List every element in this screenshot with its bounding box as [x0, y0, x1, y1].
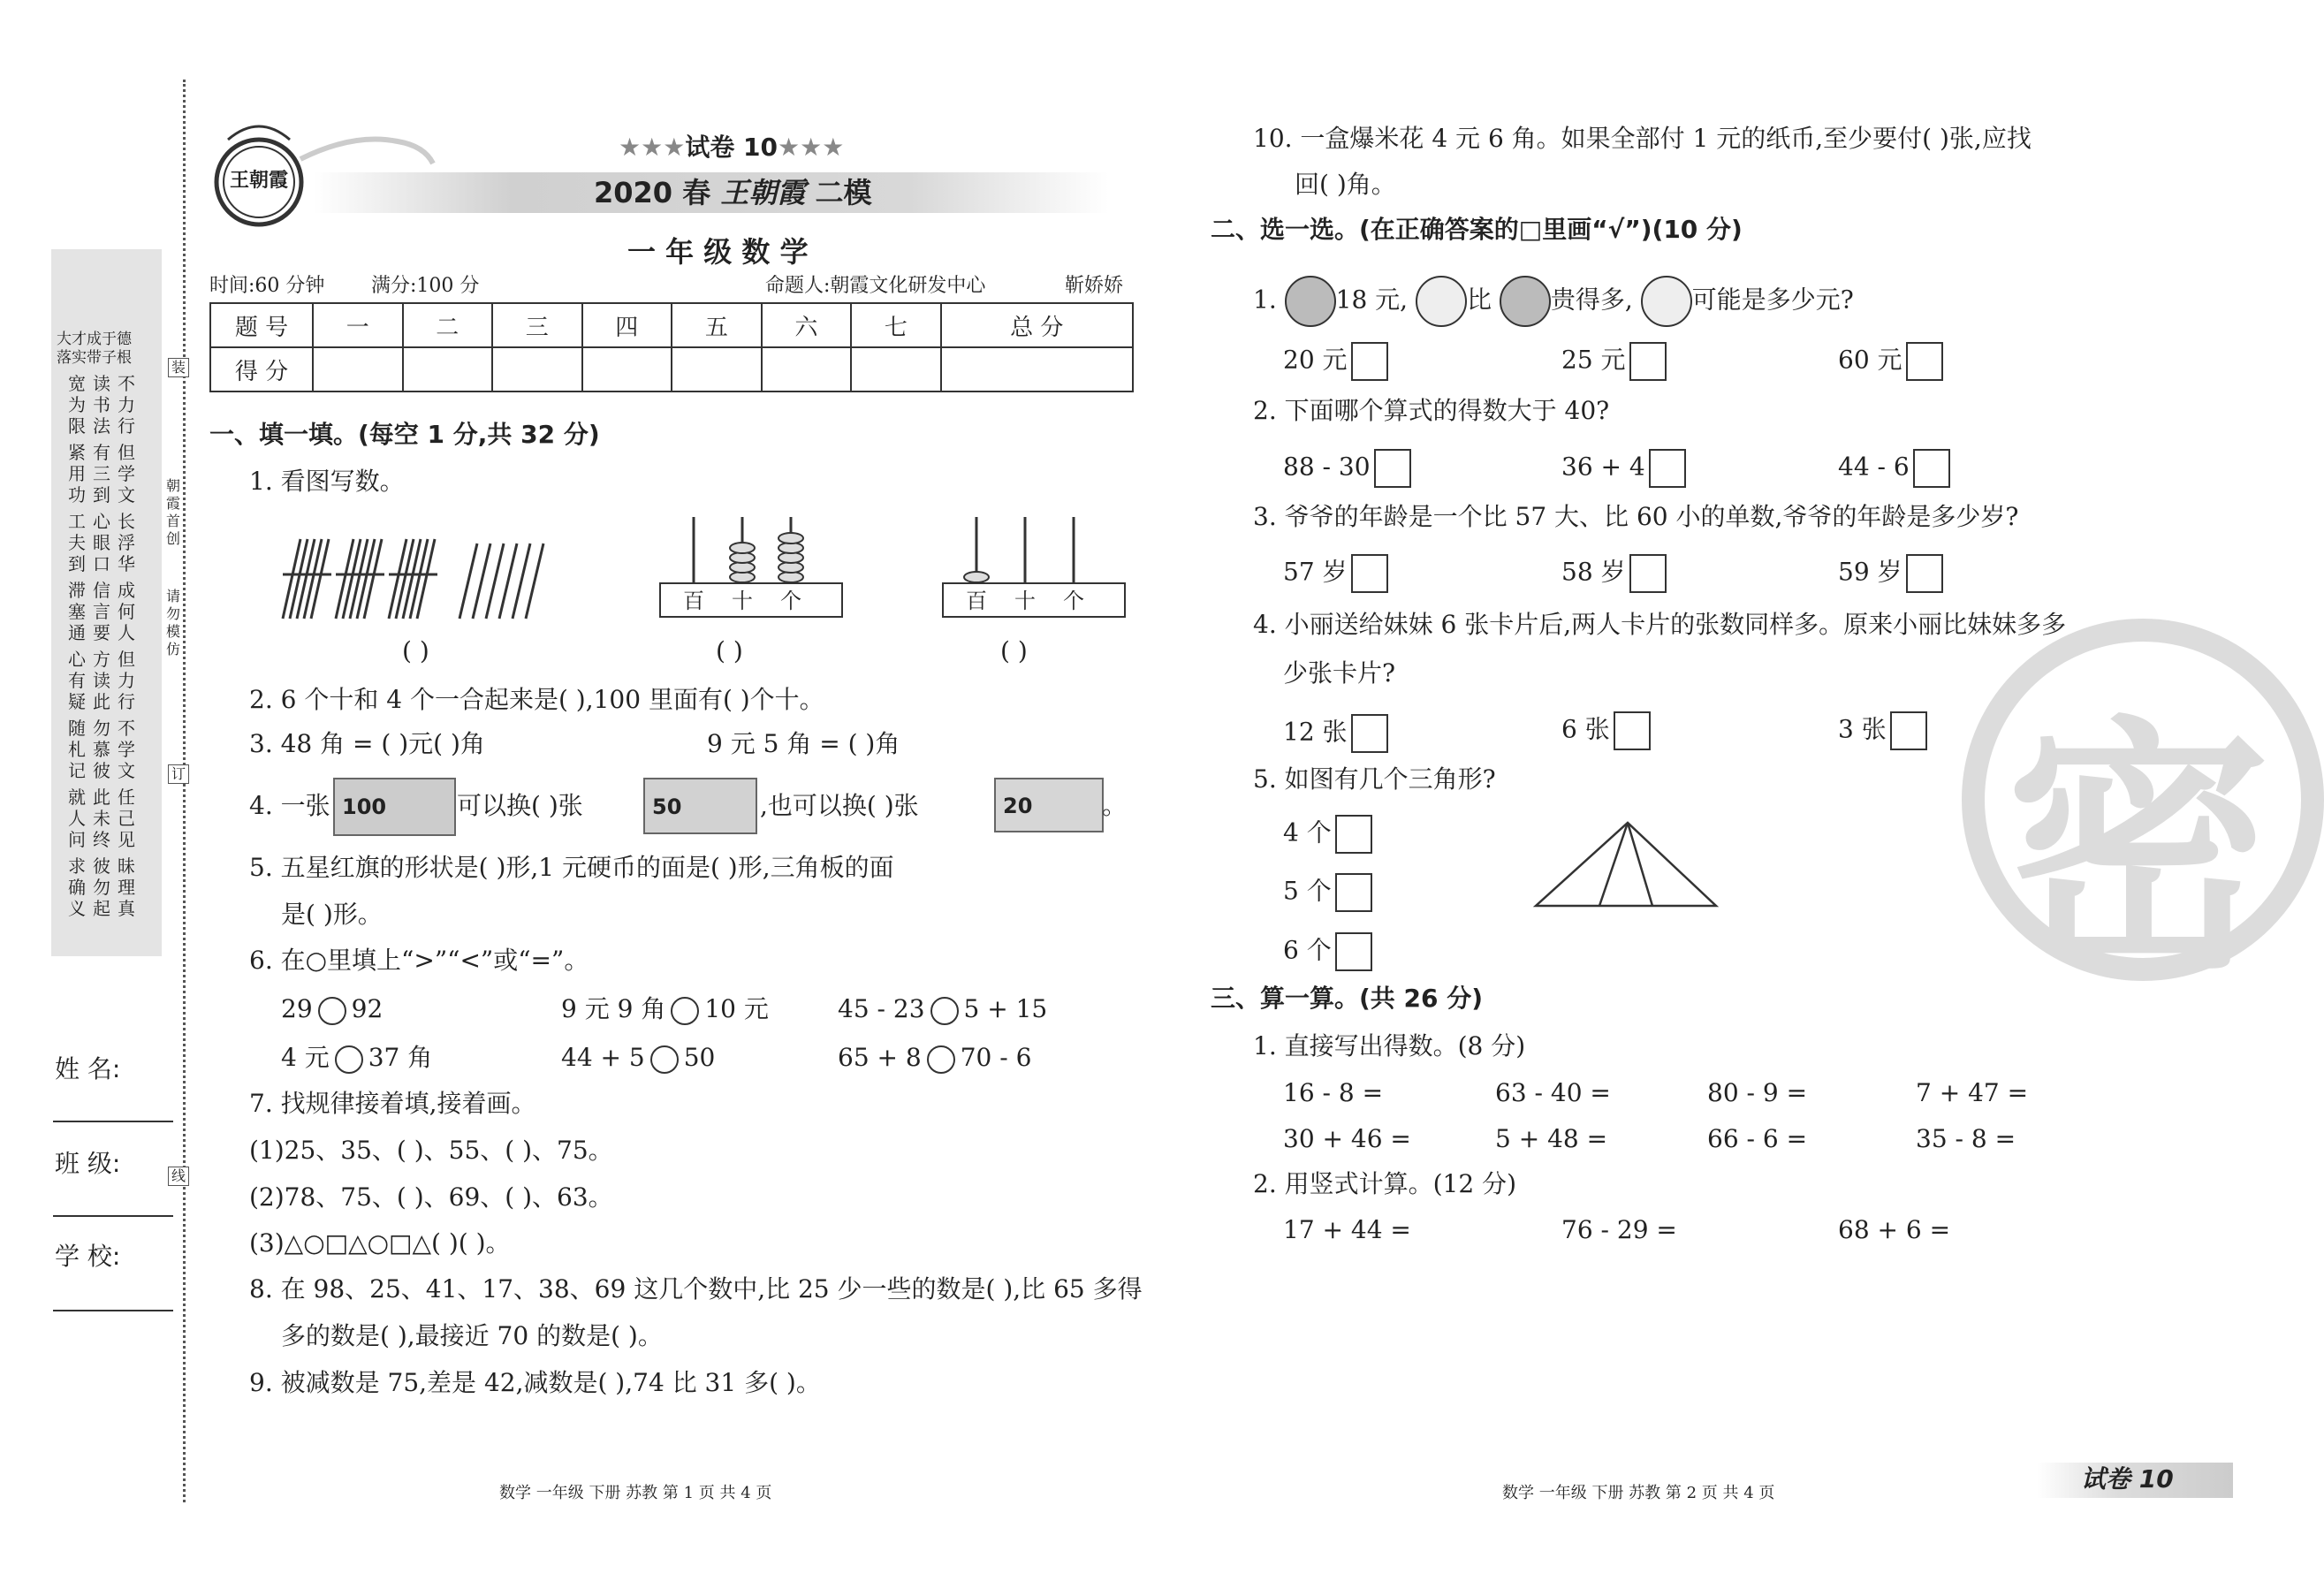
s3q1-item: 5 + 48 = [1495, 1124, 1608, 1153]
compare-circle[interactable] [318, 997, 346, 1025]
banknote-100 [333, 778, 456, 836]
q1-text: 1. 看图写数。 [249, 467, 405, 496]
s2q2-option: 36 + 4 [1561, 449, 1686, 488]
answer-checkbox[interactable] [1351, 714, 1388, 753]
q3-text-a: 3. 48 角 = ( )元( )角 [249, 729, 485, 758]
s2q2-option: 88 - 30 [1283, 449, 1411, 488]
q5-text-b: 是( )形。 [281, 900, 383, 929]
motto-column: 工夫到 [68, 511, 86, 574]
score-cell: 五 [672, 303, 762, 347]
abacus-2-label-hundreds: 百 [966, 589, 987, 613]
cut-label-zhuang: 装 [168, 358, 189, 377]
cut-label-xian: 线 [168, 1167, 189, 1186]
s2q3-option: 58 岁 [1561, 554, 1667, 593]
q7-1-text: (1)25、35、( )、55、( )、75。 [249, 1136, 613, 1165]
s2q3-option: 57 岁 [1283, 554, 1388, 593]
q10-text-b: 回( )角。 [1295, 170, 1396, 199]
class-line[interactable] [53, 1215, 173, 1217]
answer-checkbox[interactable] [1335, 873, 1372, 912]
q6-item: 9 元 9 角 10 元 [561, 994, 769, 1023]
section2-heading: 二、选一选。(在正确答案的□里画“√”)(10 分) [1211, 215, 1743, 244]
answer-checkbox[interactable] [1629, 554, 1667, 593]
answer-checkbox[interactable] [1649, 449, 1686, 488]
answer-checkbox[interactable] [1614, 711, 1651, 750]
s3q1-item: 16 - 8 = [1283, 1078, 1384, 1107]
score-input-cell[interactable] [762, 347, 852, 391]
answer-checkbox[interactable] [1913, 449, 1950, 488]
s3q1-item: 7 + 47 = [1916, 1078, 2029, 1107]
s3q2-text: 2. 用竖式计算。(12 分) [1253, 1169, 1516, 1198]
exam-author: 命题人:朝霞文化研发中心 [765, 275, 986, 297]
answer-checkbox[interactable] [1374, 449, 1411, 488]
motto-column: 彼勿起 [93, 855, 110, 919]
motto-column: 不力行 [118, 373, 135, 437]
score-input-cell[interactable] [403, 347, 493, 391]
s3q1-item: 66 - 6 = [1707, 1124, 1808, 1153]
q7-text: 7. 找规律接着填,接着画。 [249, 1089, 536, 1118]
q8-text-b: 多的数是( ),最接近 70 的数是( )。 [281, 1321, 663, 1350]
footer-left: 数学 一年级 下册 苏教 第 1 页 共 4 页 [499, 1484, 772, 1502]
s3q2-item: 76 - 29 = [1561, 1215, 1677, 1244]
answer-checkbox[interactable] [1351, 342, 1388, 381]
answer-checkbox[interactable] [1335, 815, 1372, 854]
football-icon [1416, 276, 1467, 327]
s2q3-text: 3. 爷爷的年龄是一个比 57 大、比 60 小的单数,爷爷的年龄是多少岁? [1253, 502, 2019, 531]
score-input-cell[interactable] [313, 347, 403, 391]
score-cell: 得 分 [210, 347, 313, 391]
score-table [209, 302, 1134, 392]
s2q5-text: 5. 如图有几个三角形? [1253, 764, 1496, 794]
name-line[interactable] [53, 1121, 173, 1122]
compare-circle[interactable] [671, 997, 699, 1025]
q4-text-c: ,也可以换( )张 [760, 791, 919, 820]
s2q5-option: 6 个 [1283, 932, 1372, 971]
q5-text-a: 5. 五星红旗的形状是( )形,1 元硬币的面是( )形,三角板的面 [249, 853, 894, 882]
class-label: 班 级: [55, 1149, 121, 1178]
q6-item: 44 + 5 50 [561, 1043, 716, 1072]
score-cell: 六 [762, 303, 852, 347]
paper-tag: ★★★试卷 10★★★ [619, 133, 845, 162]
answer-checkbox[interactable] [1906, 554, 1943, 593]
abacus-1-label-ones: 个 [780, 589, 801, 613]
s3q1-text: 1. 直接写出得数。(8 分) [1253, 1031, 1526, 1060]
banknote-50-value: 50 [652, 794, 682, 819]
score-cell: 三 [492, 303, 582, 347]
cut-label-ding: 订 [168, 764, 189, 784]
score-table-score-row [210, 347, 1133, 391]
logo-text: 王朝霞 [230, 170, 289, 192]
brand-logo [210, 113, 308, 237]
sidebar-motto-panel [51, 249, 162, 956]
q3-text-b: 9 元 5 角 = ( )角 [707, 729, 900, 758]
motto-column: 但学文 [118, 442, 135, 505]
q1-blank-1[interactable]: ( ) [402, 636, 429, 665]
basketball-icon [1285, 276, 1336, 327]
score-cell: 总 分 [941, 303, 1133, 347]
banknote-20 [994, 778, 1104, 832]
abacus-2-label-ones: 个 [1063, 589, 1084, 613]
title-logo-brand: 王朝霞 [720, 176, 806, 209]
exam-time: 时间:60 分钟 [209, 275, 325, 297]
s2q4-option: 6 张 [1561, 711, 1651, 750]
compare-circle[interactable] [927, 1045, 955, 1074]
q6-item: 29 92 [281, 994, 384, 1023]
school-label: 学 校: [55, 1242, 121, 1271]
motto-column: 长浮华 [118, 511, 135, 574]
exam-full-score: 满分:100 分 [371, 275, 480, 297]
motto-column: 紧用功 [68, 442, 86, 505]
motto-column: 勿慕彼 [93, 718, 110, 781]
motto-column: 随札记 [68, 718, 86, 781]
s2q1-option: 20 元 [1283, 342, 1388, 381]
q7-3-text: (3)△○□△○□△( )( )。 [249, 1228, 511, 1258]
banknote-100-value: 100 [342, 794, 387, 819]
confidential-stamp-char: 密 [2006, 695, 2271, 1004]
s3q1-item: 63 - 40 = [1495, 1078, 1611, 1107]
basketball-icon [1500, 276, 1551, 327]
q2-text: 2. 6 个十和 4 个一合起来是( ),100 里面有( )个十。 [249, 685, 824, 714]
exam-author-name: 靳娇娇 [1065, 275, 1124, 297]
answer-checkbox[interactable] [1629, 342, 1667, 381]
banknote-20-value: 20 [1003, 794, 1033, 818]
motto-column: 滞塞通 [68, 580, 86, 643]
score-input-cell[interactable] [851, 347, 941, 391]
s2q1-option: 25 元 [1561, 342, 1667, 381]
score-input-cell[interactable] [492, 347, 582, 391]
motto-column: 昧理真 [118, 855, 135, 919]
banknote-50 [643, 778, 757, 834]
binding-dotted-line [183, 80, 186, 1502]
subject-title: 一 年 级 数 学 [627, 235, 809, 269]
q1-blank-3[interactable]: ( ) [1000, 636, 1028, 665]
q6-item: 65 + 8 70 - 6 [838, 1043, 1032, 1072]
motto-column: 宽为限 [68, 373, 86, 437]
compare-circle[interactable] [930, 997, 959, 1025]
q9-text: 9. 被减数是 75,差是 42,减数是( ),74 比 31 多( )。 [249, 1368, 821, 1397]
q6-item: 4 元 37 角 [281, 1043, 433, 1072]
motto-column: 不学文 [118, 718, 135, 781]
answer-checkbox[interactable] [1351, 554, 1388, 593]
q4-text-b: 可以换( )张 [457, 791, 583, 820]
vertical-note-2: 请勿模仿 [166, 588, 181, 657]
s3q2-item: 17 + 44 = [1283, 1215, 1411, 1244]
footer-right: 数学 一年级 下册 苏教 第 2 页 共 4 页 [1502, 1484, 1775, 1502]
motto-column: 就人问 [68, 787, 86, 850]
s2q2-option: 44 - 6 [1838, 449, 1950, 488]
s3q2-item: 68 + 6 = [1838, 1215, 1951, 1244]
compare-circle[interactable] [650, 1045, 679, 1074]
answer-checkbox[interactable] [1890, 711, 1927, 750]
motto-column: 任己见 [118, 787, 135, 850]
score-input-cell[interactable] [672, 347, 762, 391]
q4-text-a: 4. 一张 [249, 791, 330, 820]
s2q4-text-a: 4. 小丽送给妹妹 6 张卡片后,两人卡片的张数同样多。原来小丽比妹妹多多 [1253, 610, 2067, 639]
motto-column: 心眼口 [93, 511, 110, 574]
s2q4-option: 12 张 [1283, 714, 1388, 753]
score-input-cell[interactable] [941, 347, 1133, 391]
score-cell: 一 [313, 303, 403, 347]
section3-heading: 三、算一算。(共 26 分) [1211, 984, 1484, 1013]
vertical-note-1: 朝霞首创 [166, 477, 181, 547]
school-line[interactable] [53, 1310, 173, 1311]
sidebar-slogan-1: 大才成于德 [57, 331, 132, 348]
q7-2-text: (2)78、75、( )、69、( )、63。 [249, 1182, 613, 1212]
corner-paper-tag [2037, 1463, 2233, 1498]
s2q3-option: 59 岁 [1838, 554, 1943, 593]
motto-column: 信言要 [93, 580, 110, 643]
s2q4-option: 3 张 [1838, 711, 1927, 750]
motto-column: 读书法 [93, 373, 110, 437]
answer-checkbox[interactable] [1906, 342, 1943, 381]
football-icon [1641, 276, 1692, 327]
s2q2-text: 2. 下面哪个算式的得数大于 40? [1253, 396, 1610, 425]
s2q1-text: 1. 18 元, 比 贵得多, 可能是多少元? [1253, 276, 1854, 327]
sidebar-slogan-2: 落实带子根 [57, 349, 132, 367]
exam-title: 2020 春 王朝霞 二模 [594, 176, 872, 209]
s2q1-option: 60 元 [1838, 342, 1943, 381]
motto-column: 心有疑 [68, 649, 86, 712]
score-table-header-row [210, 303, 1133, 347]
score-cell: 题 号 [210, 303, 313, 347]
abacus-1-label-hundreds: 百 [683, 589, 704, 613]
s3q1-item: 35 - 8 = [1916, 1124, 2016, 1153]
stick-bundles-figure [265, 535, 557, 623]
triangle-figure [1529, 817, 1723, 910]
motto-column: 此未终 [93, 787, 110, 850]
name-label: 姓 名: [55, 1054, 121, 1083]
s3q1-item: 30 + 46 = [1283, 1124, 1411, 1153]
q1-blank-2[interactable]: ( ) [716, 636, 743, 665]
answer-checkbox[interactable] [1335, 932, 1372, 971]
q6-text: 6. 在○里填上“>”“<”或“=”。 [249, 946, 589, 975]
compare-circle[interactable] [335, 1045, 363, 1074]
abacus-2 [941, 517, 1127, 619]
score-cell: 二 [403, 303, 493, 347]
q8-text-a: 8. 在 98、25、41、17、38、69 这几个数中,比 25 少一些的数是( ),比 65 多得 [249, 1274, 1143, 1304]
motto-column: 成何人 [118, 580, 135, 643]
abacus-2-label-tens: 十 [1014, 589, 1036, 613]
s2q5-option: 4 个 [1283, 815, 1372, 854]
section1-heading: 一、填一填。(每空 1 分,共 32 分) [209, 420, 600, 449]
score-cell: 四 [582, 303, 672, 347]
q10-text-a: 10. 一盒爆米花 4 元 6 角。如果全部付 1 元的纸币,至少要付( )张,应找 [1253, 124, 2032, 153]
s2q4-text-b: 少张卡片? [1283, 658, 1396, 688]
score-input-cell[interactable] [582, 347, 672, 391]
motto-column: 有三到 [93, 442, 110, 505]
motto-column: 求确义 [68, 855, 86, 919]
motto-column: 但力行 [118, 649, 135, 712]
score-cell: 七 [851, 303, 941, 347]
corner-paper-tag-text: 试卷 10 [2081, 1464, 2174, 1494]
s2q5-option: 5 个 [1283, 873, 1372, 912]
ribbon-decoration [300, 124, 433, 177]
abacus-1-label-tens: 十 [732, 589, 753, 613]
motto-column: 方读此 [93, 649, 110, 712]
q4-text-d: 。 [1102, 791, 1128, 820]
s3q1-item: 80 - 9 = [1707, 1078, 1808, 1107]
abacus-1 [658, 517, 844, 619]
q6-item: 45 - 23 5 + 15 [838, 994, 1048, 1023]
